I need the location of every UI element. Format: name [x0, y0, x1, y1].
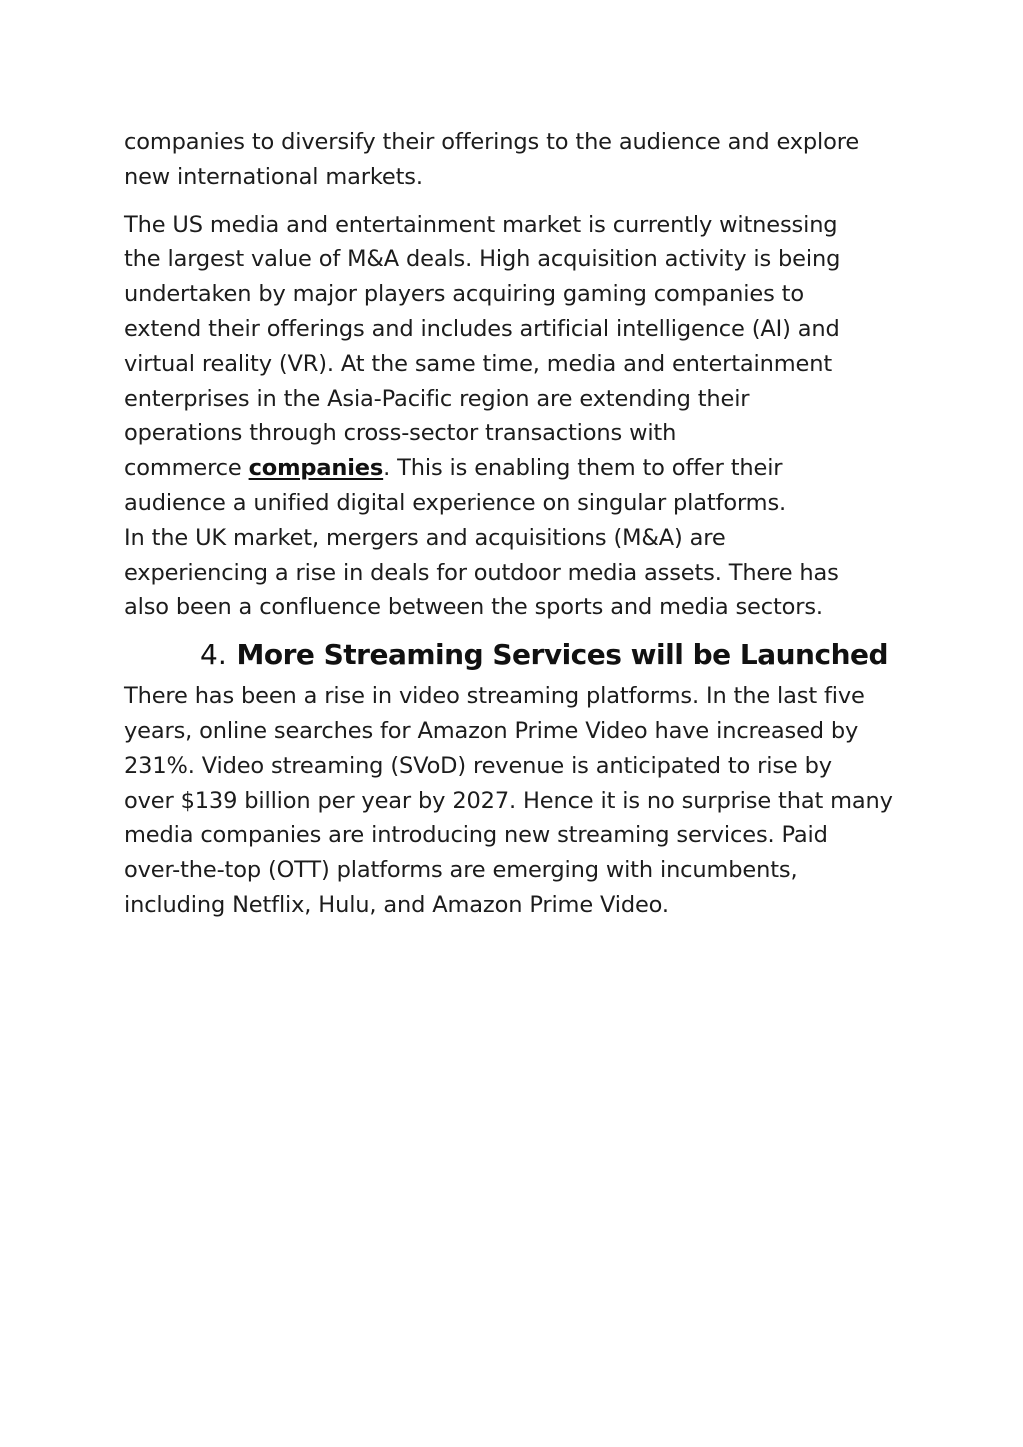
section-number: 4.	[200, 638, 227, 672]
text-line-with-link	[124, 451, 904, 486]
section-heading	[124, 635, 904, 675]
text-line: undertaken by major players acquiring gaming companies to	[124, 281, 804, 308]
companies-link[interactable]: companies	[248, 455, 384, 482]
section-title: More Streaming Services will be Launched	[236, 638, 889, 672]
text-line: operations through cross-sector transactions with	[124, 420, 677, 447]
text-line: experiencing a rise in deals for outdoor media assets. There has	[124, 559, 839, 586]
text-line: extend their offerings and includes artificial intelligence (AI) and	[124, 315, 840, 342]
text-line: new international markets.	[124, 163, 423, 190]
text-line: also been a confluence between the sports and media sectors.	[124, 594, 823, 621]
text-line: years, online searches for Amazon Prime Video have increased by	[124, 717, 859, 744]
text-line: enterprises in the Asia-Pacific region are extending their	[124, 385, 750, 412]
text-line: media companies are introducing new streaming services. Paid	[124, 822, 828, 849]
text-line: In the UK market, mergers and acquisitions (M&A) are	[124, 524, 726, 551]
link-prefix: commerce	[124, 455, 249, 482]
text-line: including Netflix, Hulu, and Amazon Prime Video.	[124, 891, 669, 918]
text-line: There has been a rise in video streaming platforms. In the last five	[124, 683, 865, 710]
text-line: companies to diversify their offerings to the audience and explore	[124, 129, 860, 155]
text-line: over $139 billion per year by 2027. Hence it is no surprise that many	[124, 787, 893, 814]
text-line: The US media and entertainment market is currently witnessing	[124, 211, 838, 238]
streaming-paragraph	[124, 679, 904, 923]
ma-paragraph	[124, 208, 904, 626]
text-line: over-the-top (OTT) platforms are emerging with incumbents,	[124, 857, 798, 884]
link-suffix: . This is enabling them to offer their	[383, 455, 783, 482]
text-line: virtual reality (VR). At the same time, media and entertainment	[124, 350, 833, 377]
text-line: audience a unified digital experience on singular platforms.	[124, 489, 787, 516]
text-line: the largest value of M&A deals. High acquisition activity is being	[124, 246, 841, 273]
document-page	[124, 125, 904, 923]
intro-paragraph	[124, 125, 904, 195]
text-line: 231%. Video streaming (SVoD) revenue is anticipated to rise by	[124, 752, 832, 779]
